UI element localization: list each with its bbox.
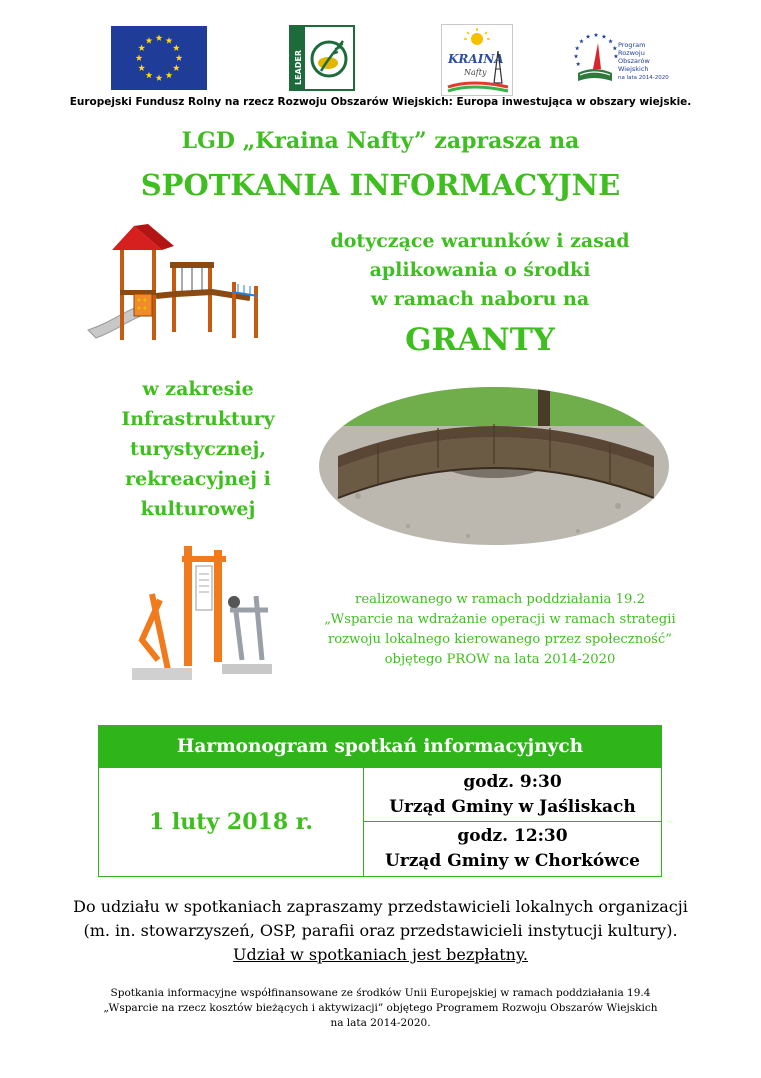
footer-note bbox=[60, 986, 701, 1031]
realized-text bbox=[300, 590, 700, 670]
prow-text-2: Rozwoju bbox=[618, 49, 645, 57]
invite-heading: LGD „Kraina Nafty” zaprasza na bbox=[181, 128, 580, 154]
scope-line-5: kulturowej bbox=[140, 498, 256, 520]
eu-star-icon bbox=[173, 64, 180, 71]
invite-line-1: Do udziału w spotkaniach zapraszamy przedstawicieli lokalnych organizacji bbox=[73, 897, 688, 916]
prow-logo-icon bbox=[568, 25, 678, 95]
prow-star-icon bbox=[602, 34, 607, 38]
schedule-slot bbox=[364, 822, 661, 876]
prow-star-icon bbox=[608, 39, 613, 43]
scope-line-3: turystycznej, bbox=[130, 438, 266, 460]
realized-line-1: realizowanego w ramach poddziałania 19.2 bbox=[355, 592, 645, 607]
eu-flag-icon bbox=[111, 26, 207, 90]
realized-line-4: objętego PROW na lata 2014-2020 bbox=[384, 652, 616, 667]
prow-star-icon bbox=[574, 54, 579, 58]
eu-star-icon bbox=[146, 72, 153, 79]
eu-star-icon bbox=[138, 64, 145, 71]
eu-star-icon bbox=[136, 54, 143, 61]
eu-star-icon bbox=[156, 74, 163, 81]
schedule-slot bbox=[364, 768, 661, 822]
leader-text: LEADER bbox=[294, 49, 303, 85]
eu-star-icon bbox=[146, 37, 153, 44]
prow-text-3: Obszarów bbox=[618, 57, 650, 65]
funding-line: Europejski Fundusz Rolny na rzecz Rozwoju Obszarów Wiejskich: Europa inwestująca w obszary wiejskie. bbox=[69, 96, 692, 108]
scope-line-1: w zakresie bbox=[142, 378, 254, 400]
eu-star-icon bbox=[166, 37, 173, 44]
prow-star-icon bbox=[594, 33, 599, 37]
playground-photo-icon bbox=[82, 222, 272, 362]
kraina-sub-text: Nafty bbox=[464, 68, 487, 77]
leader-logo-icon bbox=[289, 25, 355, 91]
prow-text-4: Wiejskich bbox=[618, 65, 649, 73]
footer-line-2: „Wsparcie na rzecz kosztów bieżących i aktywizacji” objętego Programem Rozwoju Obszarów Wiejskich bbox=[103, 1002, 658, 1014]
slot-time: godz. 12:30 bbox=[457, 826, 568, 846]
slot-place: Urząd Gminy w Jaśliskach bbox=[389, 797, 636, 817]
slot-time: godz. 9:30 bbox=[463, 772, 562, 792]
prow-star-icon bbox=[586, 34, 591, 38]
conditions-text bbox=[320, 227, 640, 314]
firepit-benches-photo-icon bbox=[318, 386, 670, 546]
realized-line-2: „Wsparcie na wdrażanie operacji w ramach strategii bbox=[324, 612, 676, 627]
conditions-line-3: w ramach naboru na bbox=[370, 288, 590, 310]
eu-star-icon bbox=[173, 44, 180, 51]
eu-star-icon bbox=[176, 54, 183, 61]
scope-line-4: rekreacyjnej i bbox=[125, 468, 271, 490]
schedule-title: Harmonogram spotkań informacyjnych bbox=[99, 726, 661, 768]
schedule-table bbox=[98, 725, 662, 877]
page-title: SPOTKANIA INFORMACYJNE bbox=[140, 168, 621, 202]
slot-place: Urząd Gminy w Chorkówce bbox=[384, 851, 641, 871]
eu-star-icon bbox=[156, 34, 163, 41]
prow-text-1: Program bbox=[618, 41, 646, 49]
eu-star-icon bbox=[166, 72, 173, 79]
footer-line-1: Spotkania informacyjne współfinansowane ze środków Unii Europejskiej w ramach poddziałania 19.4 bbox=[110, 987, 651, 999]
scope-text bbox=[88, 374, 308, 524]
kraina-text: KRAINA bbox=[448, 52, 504, 66]
invitation-paragraph bbox=[40, 895, 721, 967]
outdoor-gym-photo-icon bbox=[122, 540, 284, 692]
prow-star-icon bbox=[576, 62, 581, 66]
prow-text-5: na lata 2014-2020 bbox=[618, 75, 669, 81]
realized-line-3: rozwoju lokalnego kierowanego przez społeczność” bbox=[327, 632, 673, 647]
free-participation-note: Udział w spotkaniach jest bezpłatny. bbox=[233, 945, 528, 964]
scope-line-2: Infrastruktury bbox=[121, 408, 275, 430]
prow-star-icon bbox=[613, 46, 618, 50]
schedule-date: 1 luty 2018 r. bbox=[99, 768, 364, 876]
eu-star-icon bbox=[138, 44, 145, 51]
conditions-line-2: aplikowania o środki bbox=[369, 259, 591, 281]
conditions-line-1: dotyczące warunków i zasad bbox=[330, 230, 630, 252]
kraina-nafty-logo-icon bbox=[441, 24, 513, 96]
footer-line-3: na lata 2014-2020. bbox=[330, 1017, 431, 1029]
prow-star-icon bbox=[575, 46, 580, 50]
prow-star-icon bbox=[579, 39, 584, 43]
grants-heading: GRANTY bbox=[405, 322, 555, 358]
invite-line-2: (m. in. stowarzyszeń, OSP, parafii oraz przedstawicieli instytucji kultury). bbox=[83, 921, 678, 940]
